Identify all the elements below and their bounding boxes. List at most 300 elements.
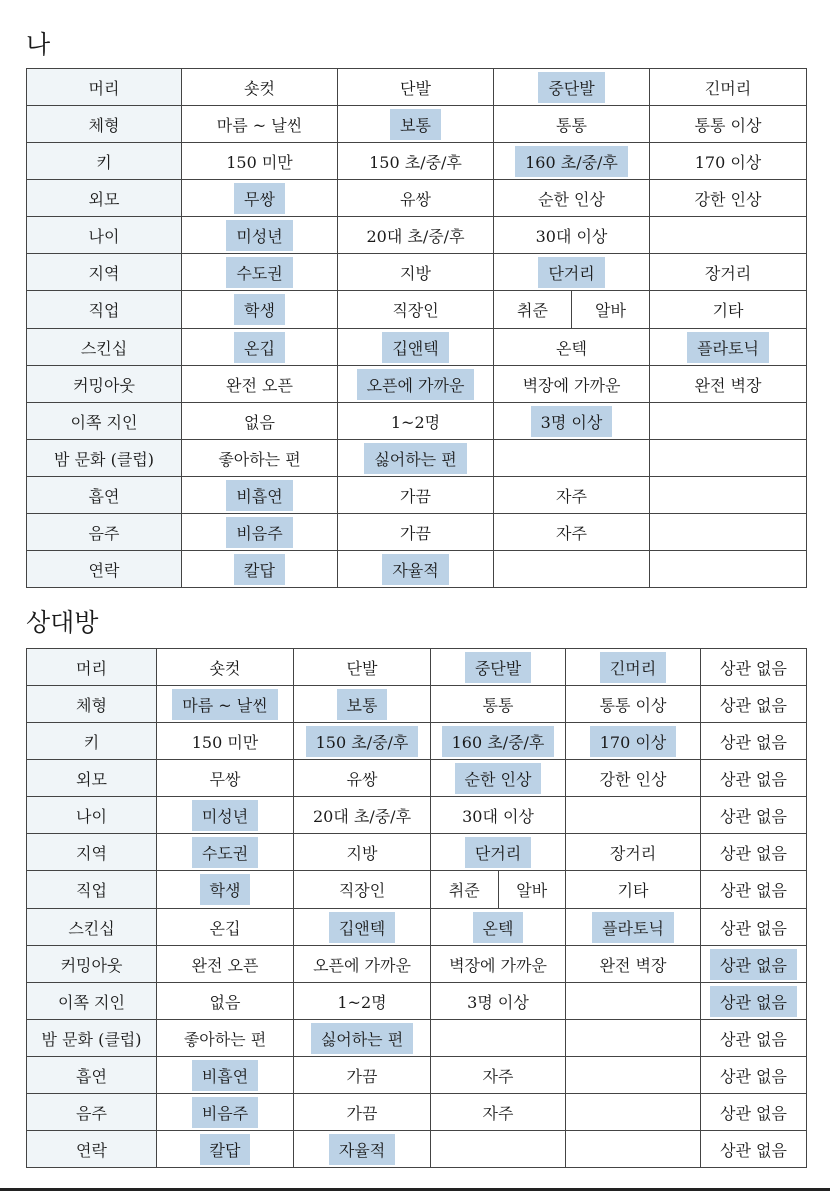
option-label: 벽장에 가까운 xyxy=(449,955,547,975)
option-label-selected: 비음주 xyxy=(226,517,292,548)
option-label xyxy=(492,1040,504,1044)
option-cell xyxy=(701,1020,807,1057)
option-cell xyxy=(566,723,701,760)
option-label: 가끔 xyxy=(400,486,431,506)
row-label: 지역 xyxy=(27,254,182,291)
row-label: 흡연 xyxy=(27,477,182,514)
row-label: 커밍아웃 xyxy=(27,366,182,403)
row-label: 흡연 xyxy=(27,1057,157,1094)
option-label: 마름 ~ 날씬 xyxy=(216,115,303,135)
option-label: 통통 이상 xyxy=(599,695,667,715)
option-label: 취준 xyxy=(494,291,572,328)
option-label-selected: 자율적 xyxy=(382,554,448,585)
option-cell xyxy=(431,686,566,723)
table-row xyxy=(27,551,807,588)
option-cell xyxy=(338,254,494,291)
option-cell xyxy=(157,1057,294,1094)
row-label: 직업 xyxy=(27,871,157,909)
option-cell xyxy=(157,797,294,834)
option-cell xyxy=(566,686,701,723)
option-label: 없음 xyxy=(244,412,275,432)
option-cell xyxy=(494,69,650,106)
option-label xyxy=(627,1077,639,1081)
option-label-selected: 상관 없음 xyxy=(710,986,797,1017)
option-label-selected: 미성년 xyxy=(192,800,258,831)
option-label: 통통 xyxy=(482,695,514,715)
option-label-selected: 마름 ~ 날씬 xyxy=(172,689,277,720)
option-label-selected: 깁앤텍 xyxy=(382,332,448,363)
option-cell xyxy=(494,291,650,329)
option-label: 자주 xyxy=(556,523,587,543)
option-cell xyxy=(294,834,431,871)
option-cell xyxy=(157,983,294,1020)
option-label: 상관 없음 xyxy=(720,1103,787,1123)
option-label-selected: 160 초/중/후 xyxy=(442,726,555,757)
option-cell xyxy=(431,1057,566,1094)
table-row xyxy=(27,514,807,551)
option-cell xyxy=(182,180,338,217)
table-row xyxy=(27,1020,807,1057)
option-cell xyxy=(294,1057,431,1094)
option-label: 자주 xyxy=(482,1066,514,1086)
option-label: 30대 이상 xyxy=(535,226,608,246)
option-cell xyxy=(157,1020,294,1057)
table-row xyxy=(27,291,807,329)
option-cell xyxy=(701,1094,807,1131)
option-cell xyxy=(338,180,494,217)
option-label: 3명 이상 xyxy=(467,992,529,1012)
table-row xyxy=(27,403,807,440)
table-row xyxy=(27,946,807,983)
option-label-selected: 160 초/중/후 xyxy=(515,146,628,177)
option-label-selected: 순한 인상 xyxy=(455,763,542,794)
table-row xyxy=(27,106,807,143)
option-label-selected: 싫어하는 편 xyxy=(364,443,466,474)
option-cell xyxy=(182,143,338,180)
option-label-selected: 170 이상 xyxy=(590,726,677,757)
option-label: 좋아하는 편 xyxy=(183,1029,267,1049)
option-label-selected: 비흡연 xyxy=(226,480,292,511)
option-cell xyxy=(182,366,338,403)
option-cell xyxy=(431,909,566,946)
option-cell xyxy=(650,180,807,217)
option-label: 170 이상 xyxy=(694,152,762,172)
row-label: 키 xyxy=(27,143,182,180)
option-label-selected: 미성년 xyxy=(226,220,292,251)
table-row xyxy=(27,649,807,686)
option-label: 20대 초/중/후 xyxy=(366,226,465,246)
option-label: 완전 벽장 xyxy=(694,375,762,395)
option-cell xyxy=(701,983,807,1020)
option-label: 온깁 xyxy=(209,918,241,938)
option-label: 20대 초/중/후 xyxy=(312,806,412,826)
option-cell xyxy=(566,946,701,983)
option-label xyxy=(722,237,734,241)
option-cell xyxy=(338,403,494,440)
option-label: 기타 xyxy=(712,301,744,320)
option-label-selected: 플라토닉 xyxy=(687,332,769,363)
row-label: 머리 xyxy=(27,69,182,106)
option-cell xyxy=(431,1094,566,1131)
option-label-selected: 싫어하는 편 xyxy=(311,1023,413,1054)
option-label: 상관 없음 xyxy=(720,806,787,826)
option-cell xyxy=(157,686,294,723)
row-label: 커밍아웃 xyxy=(27,946,157,983)
option-label-selected: 자율적 xyxy=(329,1134,395,1165)
table-row xyxy=(27,477,807,514)
option-label: 좋아하는 편 xyxy=(218,449,301,469)
option-cell xyxy=(701,1131,807,1168)
option-cell xyxy=(338,329,494,366)
option-cell xyxy=(494,217,650,254)
option-label: 직장인 xyxy=(392,301,439,320)
option-cell xyxy=(494,143,650,180)
option-cell xyxy=(182,291,338,329)
option-label xyxy=(492,1151,504,1155)
option-label xyxy=(566,460,578,464)
option-cell xyxy=(431,723,566,760)
option-cell xyxy=(650,69,807,106)
option-label-selected: 150 초/중/후 xyxy=(306,726,419,757)
option-cell xyxy=(294,797,431,834)
option-label xyxy=(627,817,639,821)
option-cell xyxy=(431,983,566,1020)
option-cell xyxy=(650,329,807,366)
option-cell xyxy=(494,329,650,366)
option-label-selected: 중단발 xyxy=(538,72,604,103)
row-label: 밤 문화 (클럽) xyxy=(27,1020,157,1057)
option-label: 숏컷 xyxy=(244,78,275,98)
option-cell xyxy=(701,686,807,723)
row-label: 음주 xyxy=(27,1094,157,1131)
option-label: 통통 이상 xyxy=(694,115,762,135)
option-cell xyxy=(338,217,494,254)
table-row xyxy=(27,834,807,871)
row-label: 체형 xyxy=(27,686,157,723)
option-cell xyxy=(566,649,701,686)
option-label: 상관 없음 xyxy=(720,1066,787,1086)
option-label: 유쌍 xyxy=(400,189,431,209)
option-label: 완전 벽장 xyxy=(599,955,667,975)
option-label: 상관 없음 xyxy=(720,1029,787,1049)
option-label-selected: 오픈에 가까운 xyxy=(357,369,475,400)
option-label-selected: 칼답 xyxy=(200,1134,251,1165)
option-cell xyxy=(182,440,338,477)
option-cell xyxy=(701,1057,807,1094)
option-cell xyxy=(494,366,650,403)
option-label xyxy=(627,1151,639,1155)
table-row xyxy=(27,909,807,946)
option-label-selected: 온깁 xyxy=(234,332,285,363)
option-label: 상관 없음 xyxy=(720,843,787,863)
table-row xyxy=(27,1094,807,1131)
option-label: 알바 xyxy=(595,301,626,320)
option-label-selected: 3명 이상 xyxy=(531,406,613,437)
row-label: 외모 xyxy=(27,760,157,797)
option-label: 30대 이상 xyxy=(462,806,534,826)
option-cell xyxy=(566,1131,701,1168)
option-label: 가끔 xyxy=(346,1103,378,1123)
table-row xyxy=(27,217,807,254)
option-cell xyxy=(431,649,566,686)
option-label: 상관 없음 xyxy=(720,695,787,715)
option-label-selected: 수도권 xyxy=(192,837,258,868)
row-label: 연락 xyxy=(27,1131,157,1168)
option-cell xyxy=(650,477,807,514)
option-label: 자주 xyxy=(556,486,587,506)
option-label: 150 미만 xyxy=(226,152,293,172)
option-label: 완전 오픈 xyxy=(226,375,293,395)
option-label: 지방 xyxy=(400,263,431,283)
option-cell xyxy=(294,1094,431,1131)
option-label: 상관 없음 xyxy=(720,881,787,900)
option-label-selected: 학생 xyxy=(200,874,251,905)
option-label: 완전 오픈 xyxy=(191,955,259,975)
option-cell xyxy=(650,143,807,180)
option-cell xyxy=(157,1094,294,1131)
row-label: 이쪽 지인 xyxy=(27,983,157,1020)
option-label xyxy=(722,534,734,538)
option-label: 상관 없음 xyxy=(720,918,787,938)
row-label: 이쪽 지인 xyxy=(27,403,182,440)
option-cell xyxy=(182,69,338,106)
option-cell xyxy=(494,106,650,143)
option-label: 취준 xyxy=(431,871,499,908)
table-row xyxy=(27,329,807,366)
option-cell xyxy=(701,797,807,834)
option-cell xyxy=(431,834,566,871)
option-label: 상관 없음 xyxy=(720,1140,787,1160)
option-cell xyxy=(338,551,494,588)
option-label: 150 초/중/후 xyxy=(369,152,462,172)
option-cell xyxy=(701,946,807,983)
option-cell xyxy=(650,551,807,588)
option-cell xyxy=(182,254,338,291)
option-label-selected: 무쌍 xyxy=(234,183,285,214)
option-cell xyxy=(494,477,650,514)
table-row xyxy=(27,143,807,180)
table-row xyxy=(27,69,807,106)
option-label: 직장인 xyxy=(338,881,386,900)
option-label: 벽장에 가까운 xyxy=(522,375,621,395)
option-cell xyxy=(157,760,294,797)
option-cell xyxy=(294,1131,431,1168)
option-label: 없음 xyxy=(209,992,241,1012)
option-label: 온텍 xyxy=(556,338,587,358)
me-table-body xyxy=(27,69,807,588)
option-cell xyxy=(650,291,807,329)
option-cell xyxy=(494,403,650,440)
option-label-selected: 긴머리 xyxy=(600,652,666,683)
option-cell xyxy=(338,69,494,106)
option-label: 숏컷 xyxy=(209,658,241,678)
partner-preference-table xyxy=(26,648,807,1168)
option-label: 상관 없음 xyxy=(720,769,787,789)
me-preference-table xyxy=(26,68,807,588)
option-cell xyxy=(566,797,701,834)
option-label-selected: 플라토닉 xyxy=(592,912,674,943)
row-label: 외모 xyxy=(27,180,182,217)
option-cell xyxy=(157,1131,294,1168)
option-cell xyxy=(294,946,431,983)
option-label-selected: 수도권 xyxy=(226,257,292,288)
option-cell xyxy=(338,366,494,403)
option-label: 가끔 xyxy=(400,523,431,543)
option-label-selected: 학생 xyxy=(234,294,285,325)
row-label: 머리 xyxy=(27,649,157,686)
option-cell xyxy=(566,834,701,871)
option-label: 통통 xyxy=(556,115,587,135)
option-label: 기타 xyxy=(617,881,649,900)
option-cell xyxy=(650,217,807,254)
option-cell xyxy=(650,514,807,551)
option-cell xyxy=(701,649,807,686)
option-cell xyxy=(494,180,650,217)
table-row xyxy=(27,797,807,834)
row-label: 연락 xyxy=(27,551,182,588)
option-label-selected: 단거리 xyxy=(465,837,531,868)
row-label: 키 xyxy=(27,723,157,760)
option-cell xyxy=(566,983,701,1020)
section-title-partner: 상대방 xyxy=(26,608,99,637)
option-label: 단발 xyxy=(346,658,378,678)
option-cell xyxy=(294,723,431,760)
option-label: 장거리 xyxy=(704,263,752,283)
option-cell xyxy=(157,723,294,760)
option-label-selected: 중단발 xyxy=(465,652,531,683)
option-label xyxy=(722,497,734,501)
option-label: 강한 인상 xyxy=(599,769,667,789)
option-label xyxy=(722,571,734,575)
option-cell xyxy=(182,477,338,514)
option-label: 강한 인상 xyxy=(694,189,762,209)
row-label: 나이 xyxy=(27,797,157,834)
option-label-selected: 온텍 xyxy=(473,912,524,943)
option-cell xyxy=(294,871,431,909)
option-cell xyxy=(650,254,807,291)
option-label-selected: 보통 xyxy=(390,109,441,140)
option-cell xyxy=(182,106,338,143)
option-cell xyxy=(701,909,807,946)
option-label: 무쌍 xyxy=(209,769,241,789)
option-cell xyxy=(650,366,807,403)
option-cell xyxy=(494,440,650,477)
table-row xyxy=(27,366,807,403)
option-cell xyxy=(650,440,807,477)
row-label: 나이 xyxy=(27,217,182,254)
option-cell xyxy=(431,1131,566,1168)
option-cell xyxy=(157,834,294,871)
option-cell xyxy=(701,834,807,871)
option-cell xyxy=(294,1020,431,1057)
option-cell xyxy=(494,254,650,291)
table-row xyxy=(27,983,807,1020)
option-cell xyxy=(157,909,294,946)
option-label xyxy=(566,571,578,575)
option-cell xyxy=(157,871,294,909)
option-cell xyxy=(650,403,807,440)
option-cell xyxy=(431,871,566,909)
option-cell xyxy=(701,871,807,909)
option-label: 순한 인상 xyxy=(538,189,605,209)
option-cell xyxy=(294,686,431,723)
option-label-selected: 칼답 xyxy=(234,554,285,585)
row-label: 음주 xyxy=(27,514,182,551)
option-cell xyxy=(566,760,701,797)
option-label-selected: 비음주 xyxy=(192,1097,258,1128)
table-row xyxy=(27,686,807,723)
option-cell xyxy=(431,946,566,983)
option-label xyxy=(722,460,734,464)
option-cell xyxy=(566,909,701,946)
row-label: 체형 xyxy=(27,106,182,143)
table-row xyxy=(27,871,807,909)
option-label: 150 미만 xyxy=(191,732,259,752)
row-label: 밤 문화 (클럽) xyxy=(27,440,182,477)
table-row xyxy=(27,723,807,760)
row-label: 지역 xyxy=(27,834,157,871)
option-cell xyxy=(182,403,338,440)
option-label xyxy=(722,423,734,427)
table-row xyxy=(27,254,807,291)
table-row xyxy=(27,1057,807,1094)
option-cell xyxy=(566,871,701,909)
option-cell xyxy=(494,551,650,588)
option-cell xyxy=(294,909,431,946)
option-cell xyxy=(338,143,494,180)
section-title-me: 나 xyxy=(26,30,51,59)
option-cell xyxy=(338,514,494,551)
option-cell xyxy=(182,329,338,366)
option-label: 지방 xyxy=(346,843,378,863)
option-cell xyxy=(157,946,294,983)
option-label-selected: 보통 xyxy=(337,689,388,720)
option-label: 유쌍 xyxy=(346,769,378,789)
table-row xyxy=(27,1131,807,1168)
option-cell xyxy=(338,291,494,329)
option-label xyxy=(627,1040,639,1044)
table-row xyxy=(27,760,807,797)
option-cell xyxy=(431,797,566,834)
option-label: 1~2명 xyxy=(337,992,387,1012)
row-label: 스킨십 xyxy=(27,909,157,946)
option-cell xyxy=(650,106,807,143)
row-label: 직업 xyxy=(27,291,182,329)
option-label-selected: 깁앤텍 xyxy=(329,912,395,943)
option-cell xyxy=(566,1057,701,1094)
option-label: 알바 xyxy=(516,881,548,900)
option-label xyxy=(627,1114,639,1118)
option-cell xyxy=(566,1094,701,1131)
bottom-divider xyxy=(0,1188,830,1191)
option-label-selected: 비흡연 xyxy=(192,1060,258,1091)
option-cell xyxy=(338,106,494,143)
option-cell xyxy=(701,760,807,797)
option-cell xyxy=(157,649,294,686)
option-label: 상관 없음 xyxy=(720,732,787,752)
option-label: 단발 xyxy=(400,78,431,98)
option-label: 장거리 xyxy=(609,843,657,863)
option-label: 긴머리 xyxy=(704,78,752,98)
option-cell xyxy=(294,649,431,686)
table-row xyxy=(27,440,807,477)
option-label: 상관 없음 xyxy=(720,658,787,678)
option-label xyxy=(627,1003,639,1007)
option-label: 가끔 xyxy=(346,1066,378,1086)
option-label: 오픈에 가까운 xyxy=(313,955,411,975)
option-cell xyxy=(431,760,566,797)
option-cell xyxy=(294,983,431,1020)
